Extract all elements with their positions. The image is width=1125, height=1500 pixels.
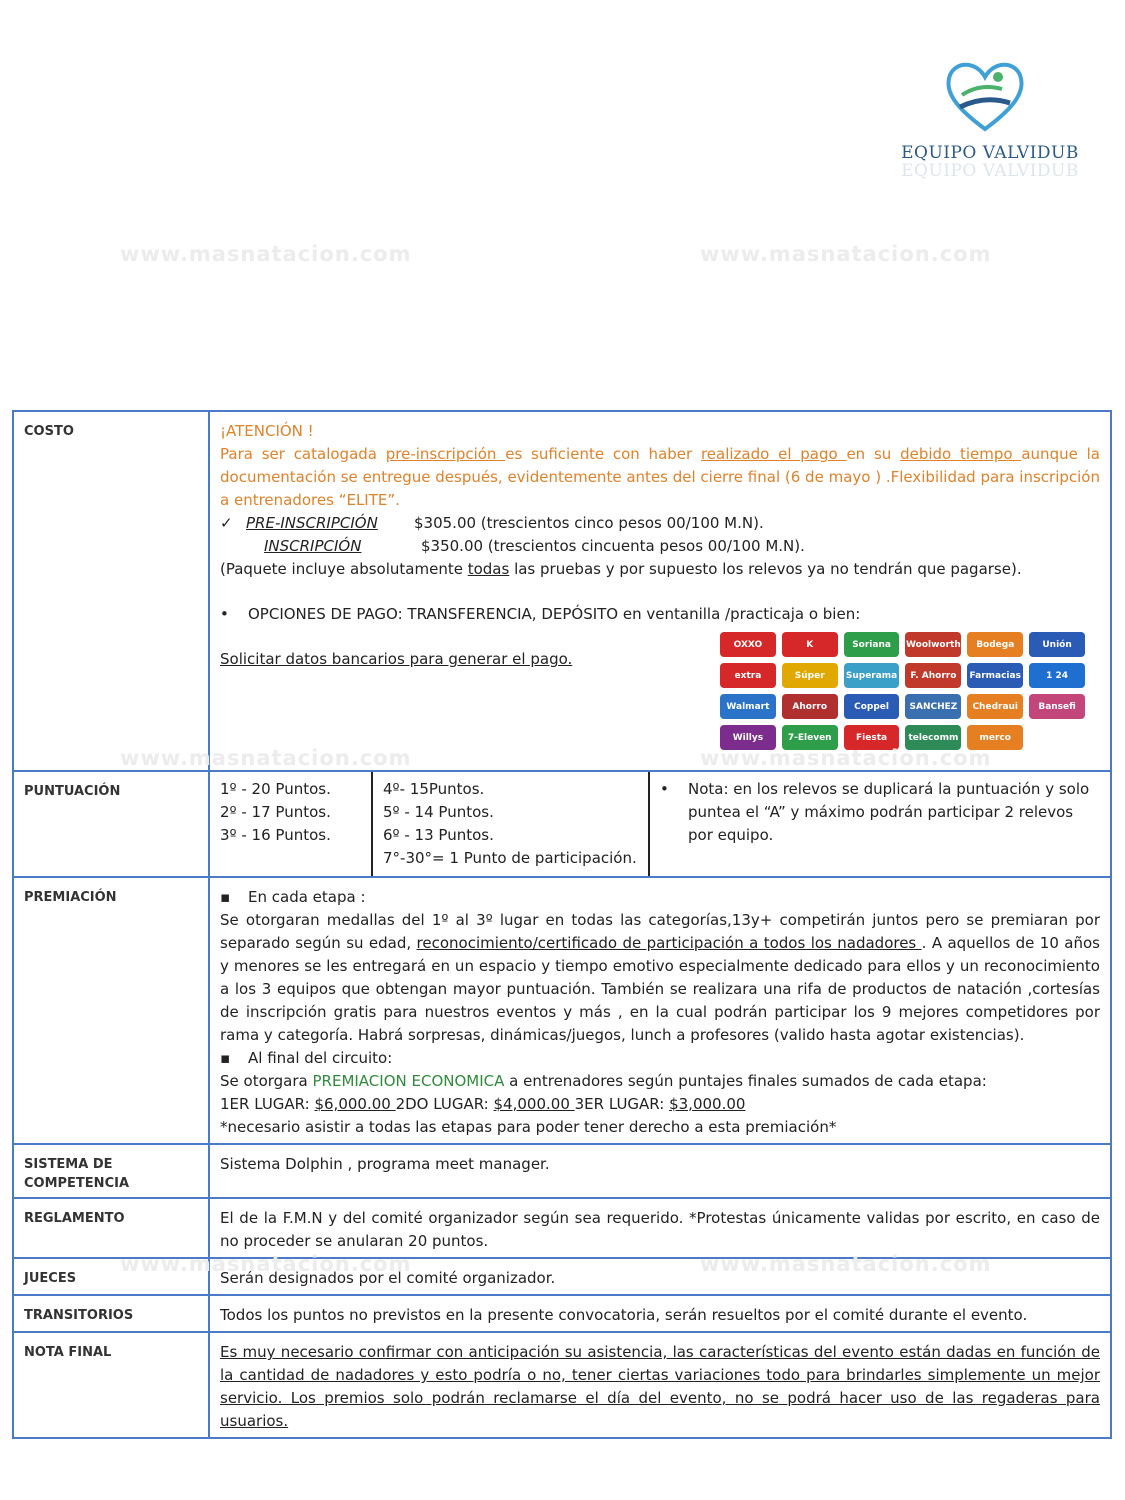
prize-amounts: 1ER LUGAR: $6,000.00 2DO LUGAR: $4,000.00 3ER LUGAR: $3,000.00 [220,1095,746,1113]
square-bullet-icon: ▪ [220,888,231,906]
points-col-2 [372,772,649,876]
row-jueces [13,1258,1111,1295]
store-logo: Coppel [844,694,900,719]
content-reglamento: El de la F.M.N y del comité organizador según sea requerido. *Protestas únicamente validas por escrito, en caso de no proceder se anularan 20 puntos. [209,1198,1111,1258]
row-transitorios [13,1295,1111,1332]
preinscription-paragraph: Para ser catalogada pre-inscripción es suficiente con haber realizado el pago en su debido tiempo aunque la documentación se entregue después, evidentemente antes del cierre final (6 de mayo ) .Flexibilidad para inscripción a entrenadores “ELITE”. [220,445,1100,509]
attention-heading: ¡ATENCIÓN ! [220,422,314,440]
package-note: (Paquete incluye absolutamente todas las pruebas y por supuesto los relevos ya no tendrán que pagarse). [220,560,1022,578]
label-premiacion: PREMIACIÓN [13,877,209,1144]
preinscription-price: ✓ PRE-INSCRIPCIÓN $305.00 (trescientos cinco pesos 00/100 M.N). [220,512,1100,535]
store-logo: Unión [1029,632,1085,657]
store-logo: Bodega [967,632,1023,657]
store-logo: extra [720,663,776,688]
store-logo: Ahorro [782,694,838,719]
row-sistema [13,1144,1111,1198]
label-costo: COSTO [13,411,209,771]
watermark: www.masnatacion.com [700,242,992,266]
store-logo: Superama [844,663,900,688]
store-logo: Chedraui [967,694,1023,719]
content-nota-final: Es muy necesario confirmar con anticipación su asistencia, las características del evento están dadas en función de la cantidad de nadadores y esto podría o no, tener ciertas variaciones todo para brindarles simplemente un mejor servicio. Los premios solo podrán reclamarse el día del evento, no se podrá hacer uso de las regaderas para usuarios. [209,1332,1111,1438]
store-logo: merco [967,725,1023,750]
label-nota-final: NOTA FINAL [13,1332,209,1438]
row-puntuacion [13,771,1111,877]
watermark: www.masnatacion.com [120,242,412,266]
info-table [12,410,1112,1439]
label-jueces: JUECES [13,1258,209,1295]
circuit-heading: ▪ Al final del circuito: [220,1047,1100,1070]
store-logo: Soriana [844,632,900,657]
awards-paragraph: Se otorgaran medallas del 1º al 3º lugar en todas las categorías,13y+ competirán juntos pero se premiaran por separado según su edad, reconocimiento/certificado de participación a todos los nadadores . A aquellos de 10 años y menores se les entregará en un espacio y tiempo emotivo especialmente dedicado para ellos y un reconocimiento a los 3 equipos que obtengan mayor puntuación. También se realizara una rifa de productos de natación ,cortesías de inscripción gratis para nuestros eventos y más , en la cual podrán participar los 9 mejores competidores por rama y categoría. Habrá sorpresas, dinámicas/juegos, lunch a profesores (valido hasta agotar existencias). [220,911,1100,1044]
points-line: 7°-30°= 1 Punto de participación. [383,849,637,867]
store-logo: 1 24 [1029,663,1085,688]
store-logo: Willys [720,725,776,750]
points-col-1 [210,772,372,876]
content-sistema: Sistema Dolphin , programa meet manager. [209,1144,1111,1198]
row-nota-final [13,1332,1111,1438]
check-icon: ✓ [220,514,233,532]
heart-swimmer-icon [940,55,1030,135]
watermark: www.masnatacion.com [120,1252,412,1276]
store-logo: telecomm [905,725,961,750]
store-logo: Woolworth [905,632,961,657]
label-sistema: SISTEMA DE COMPETENCIA [13,1144,209,1198]
points-line: 3º - 16 Puntos. [220,826,331,844]
label-reglamento: REGLAMENTO [13,1198,209,1258]
store-logo: 7-Eleven [782,725,838,750]
prize-note: *necesario asistir a todas las etapas para poder tener derecho a esta premiación* [220,1118,837,1136]
points-line: 1º - 20 Puntos. [220,780,331,798]
points-line: 2º - 17 Puntos. [220,803,331,821]
store-logo: Fiesta [844,725,900,750]
logo-text: EQUIPO VALVIDUB [901,143,1079,163]
points-note: • Nota: en los relevos se duplicará la puntuación y solo puntea el “A” y máximo podrán participar 2 relevos por equipo. [649,772,1110,876]
store-logo [1029,725,1085,750]
inscription-price: INSCRIPCIÓN $350.00 (trescientos cincuenta pesos 00/100 M.N). [264,537,805,555]
store-logo: K [782,632,838,657]
bullet-icon: • [660,780,669,798]
payment-stores-logos [720,632,1085,750]
content-puntuacion [209,771,1111,877]
bullet-icon: • [220,605,229,623]
watermark: www.masnatacion.com [700,746,992,770]
store-logo: Súper [782,663,838,688]
store-logo: Walmart [720,694,776,719]
content-jueces: Serán designados por el comité organizador. [209,1258,1111,1295]
watermark: www.masnatacion.com [120,746,412,770]
content-premiacion [209,877,1111,1144]
content-transitorios: Todos los puntos no previstos en la presente convocatoria, serán resueltos por el comité durante el evento. [209,1295,1111,1332]
economic-award: Se otorgara PREMIACION ECONOMICA a entrenadores según puntajes finales sumados de cada etapa: [220,1072,987,1090]
logo-text-shadow: EQUIPO VALVIDUB [901,161,1079,181]
team-logo [895,55,1085,190]
store-logo: SANCHEZ [905,694,961,719]
payment-options: • OPCIONES DE PAGO: TRANSFERENCIA, DEPÓSITO en ventanilla /practicaja o bien: [220,603,1100,626]
row-premiacion [13,877,1111,1144]
row-reglamento [13,1198,1111,1258]
points-line: 4º- 15Puntos. [383,780,485,798]
points-table [210,772,1110,876]
points-line: 5º - 14 Puntos. [383,803,494,821]
label-transitorios: TRANSITORIOS [13,1295,209,1332]
store-logo: OXXO [720,632,776,657]
square-bullet-icon: ▪ [220,1049,231,1067]
store-logo: F. Ahorro [905,663,961,688]
label-puntuacion: PUNTUACIÓN [13,771,209,877]
store-logo: Bansefi [1029,694,1085,719]
points-line: 6º - 13 Puntos. [383,826,494,844]
store-logo: Farmacias [967,663,1023,688]
watermark: www.masnatacion.com [700,1252,992,1276]
stage-heading: ▪ En cada etapa : [220,886,1100,909]
bank-data-request: Solicitar datos bancarios para generar el pago. [220,650,573,668]
